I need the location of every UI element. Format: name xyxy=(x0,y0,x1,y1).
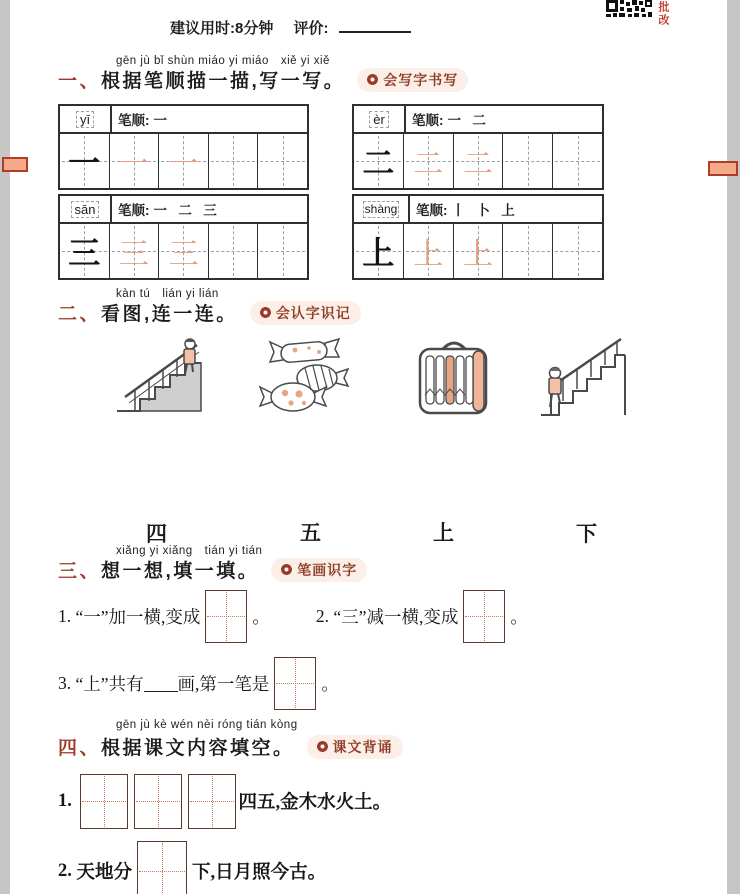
flower-icon xyxy=(367,74,378,85)
pen-bag-image xyxy=(415,335,493,422)
q2-number: 2. xyxy=(58,860,72,881)
q1-answer-box xyxy=(205,590,247,643)
section4-badge: 课文背诵 xyxy=(307,735,403,759)
section3-title: 想一想,填一填。 xyxy=(101,561,260,582)
q1-number: 1. xyxy=(58,790,72,811)
section4-q2-row xyxy=(58,840,326,894)
writing-grid-yi: yī 笔顺: 一 一 一 一 xyxy=(58,104,309,190)
left-orange-tab xyxy=(2,157,28,172)
q2-answer-box xyxy=(463,590,505,643)
section1-number: 一、 xyxy=(58,71,102,92)
grading-label: 批改 xyxy=(657,1,669,27)
qr-code xyxy=(606,0,652,17)
trace-cell: 二 xyxy=(454,134,504,188)
match-word-xia: 下 xyxy=(576,522,597,546)
empty-cell xyxy=(553,134,602,188)
q2-text-pre: 天地分 xyxy=(76,863,133,883)
empty-cell xyxy=(503,224,553,278)
section2-number: 二、 xyxy=(58,304,102,325)
q1-answer-box-2 xyxy=(134,774,182,829)
q2-number: 2. xyxy=(315,605,330,626)
empty-cell xyxy=(258,134,307,188)
section1-badge: 会写字书写 xyxy=(357,68,468,92)
match-word-shang: 上 xyxy=(433,521,454,545)
trace-cell: 上 xyxy=(404,224,454,278)
section1-pinyin: gēn jù bǐ shùn miáo yi miáo xiě yi xiě xyxy=(116,55,330,67)
trace-cell: 三 xyxy=(110,224,160,278)
section2-pinyin: kàn tú lián yi lián xyxy=(116,288,219,300)
empty-cell xyxy=(553,224,602,278)
trace-cell: 一 xyxy=(110,134,160,188)
writing-grid-san: sān 笔顺: 一 二 三 三 三 三 xyxy=(58,194,309,280)
q3-answer-box xyxy=(274,657,316,710)
q3-text-mid: 画,第一笔是 xyxy=(177,673,270,694)
q1-number: 1. xyxy=(58,605,72,626)
model-cell: 三 xyxy=(60,224,110,278)
q1-text: “一”加一横,变成 xyxy=(75,606,201,627)
q3-text-pre: “上”共有 xyxy=(75,673,144,694)
stroke-order-san: 一 二 三 xyxy=(153,203,221,218)
suggested-time: 建议用时:8分钟 xyxy=(170,20,274,37)
model-cell: 上 xyxy=(354,224,404,278)
writing-grid-er: èr 笔顺: 一 二 二 二 二 xyxy=(352,104,604,190)
section4-pinyin: gēn jù kè wén nèi róng tián kòng xyxy=(116,719,298,731)
model-cell: 二 xyxy=(354,134,404,188)
evaluation-label: 评价: xyxy=(293,20,329,37)
q2-answer-box xyxy=(137,841,187,894)
flower-icon xyxy=(260,307,271,318)
right-orange-tab xyxy=(708,161,738,176)
section4-number: 四、 xyxy=(58,738,102,759)
q2-text: “三”减一横,变成 xyxy=(333,606,459,627)
left-page-edge xyxy=(0,0,10,894)
empty-cell xyxy=(209,134,259,188)
trace-cell: 二 xyxy=(404,134,454,188)
section3-q1-q2-row: 1. “一”加一横,变成 。 2. “三”减一横,变成 。 xyxy=(58,588,528,644)
section4-q1-row xyxy=(58,772,391,830)
q1-answer-box-3 xyxy=(188,774,236,829)
pinyin-yi: yī xyxy=(76,111,94,128)
section3-q3-row: 3. “上”共有 画,第一笔是 。 xyxy=(58,655,339,711)
stroke-order-yi: 一 xyxy=(153,113,171,128)
match-word-si: 四 xyxy=(146,522,167,546)
section3-pinyin: xiǎng yi xiǎng tián yi tián xyxy=(116,545,263,557)
empty-cell xyxy=(503,134,553,188)
q1-answer-box-1 xyxy=(80,774,128,829)
section3-badge: 笔画识字 xyxy=(271,558,367,582)
person-walking-down-stairs-image xyxy=(105,335,207,422)
trace-cell: 一 xyxy=(159,134,209,188)
header-line xyxy=(170,17,411,38)
section2-title: 看图,连一连。 xyxy=(101,304,238,325)
candies-image xyxy=(255,338,351,421)
section1-heading xyxy=(58,66,468,93)
section4-title: 根据课文内容填空。 xyxy=(101,738,295,759)
pinyin-shang: shàng xyxy=(364,201,398,216)
match-word-wu: 五 xyxy=(300,521,321,545)
section3-heading xyxy=(58,556,367,583)
writing-grid-shang: shàng 笔顺: 丨 卜 上 上 上 上 xyxy=(352,194,604,280)
q3-blank-line xyxy=(144,675,178,692)
pinyin-er: èr xyxy=(369,111,389,128)
section2-badge: 会认字识记 xyxy=(250,301,361,325)
trace-cell: 三 xyxy=(159,224,209,278)
section1-title: 根据笔顺描一描,写一写。 xyxy=(101,71,346,92)
flower-icon xyxy=(317,741,328,752)
right-page-edge xyxy=(727,0,740,894)
person-climbing-stairs-image xyxy=(533,337,627,422)
flower-icon xyxy=(281,564,292,575)
evaluation-blank-line xyxy=(339,17,411,33)
q3-number: 3. xyxy=(58,672,72,693)
pinyin-san: sān xyxy=(71,201,100,218)
section3-number: 三、 xyxy=(58,561,102,582)
section4-heading xyxy=(58,733,403,760)
empty-cell xyxy=(209,224,259,278)
q1-text: 四五,金木水火土。 xyxy=(238,793,392,813)
q2-text-post: 下,日月照今古。 xyxy=(192,863,327,883)
trace-cell: 上 xyxy=(454,224,504,278)
stroke-order-shang: 丨 卜 上 xyxy=(451,203,519,218)
stroke-order-er: 一 二 xyxy=(447,113,490,128)
section2-heading xyxy=(58,299,361,326)
model-cell: 一 xyxy=(60,134,110,188)
empty-cell xyxy=(258,224,307,278)
